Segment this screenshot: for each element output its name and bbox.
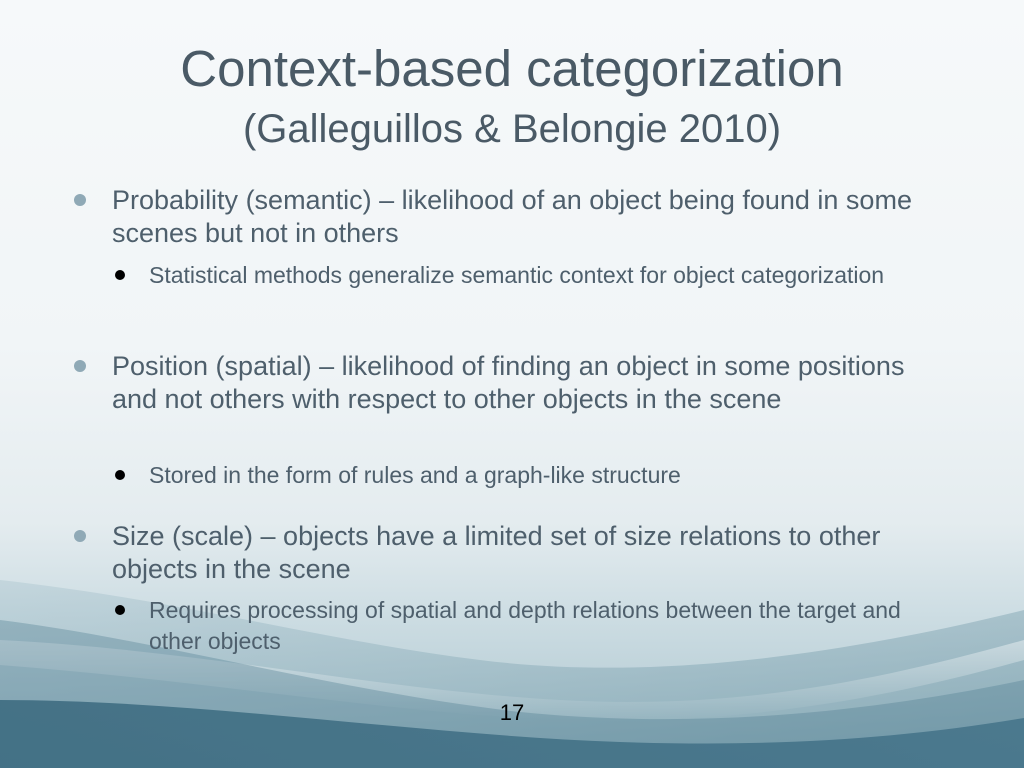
sub-bullet-text: Statistical methods generalize semantic context for object categorization xyxy=(149,262,885,288)
sub-bullet-dot-icon xyxy=(115,605,125,615)
bullet-dot-icon xyxy=(74,194,86,206)
page-number: 17 xyxy=(499,700,525,725)
sub-bullet-item xyxy=(149,460,959,491)
bullet-text: Position (spatial) – likelihood of finding an object in some positions and not others with respect to other objects in the scene xyxy=(112,351,905,414)
bullet-dot-icon xyxy=(74,530,86,542)
sub-bullet-text: Stored in the form of rules and a graph-like structure xyxy=(149,462,681,488)
sub-bullet-dot-icon xyxy=(115,270,125,280)
bullet-text: Probability (semantic) – likelihood of an object being found in some scenes but not in others xyxy=(112,185,912,248)
bullet-dot-icon xyxy=(74,360,86,372)
bullet-text: Size (scale) – objects have a limited set of size relations to other objects in the scene xyxy=(112,521,881,584)
sub-bullet-item xyxy=(149,260,959,291)
slide-subtitle: (Galleguillos & Belongie 2010) xyxy=(242,107,782,151)
bullet-item xyxy=(112,520,952,586)
bullet-item xyxy=(112,350,952,416)
sub-bullet-dot-icon xyxy=(115,470,125,480)
sub-bullet-item xyxy=(149,595,959,657)
sub-bullet-text: Requires processing of spatial and depth relations between the target and other objects xyxy=(149,597,901,654)
bullet-item xyxy=(112,184,952,250)
slide-title: Context-based categorization xyxy=(180,40,844,97)
